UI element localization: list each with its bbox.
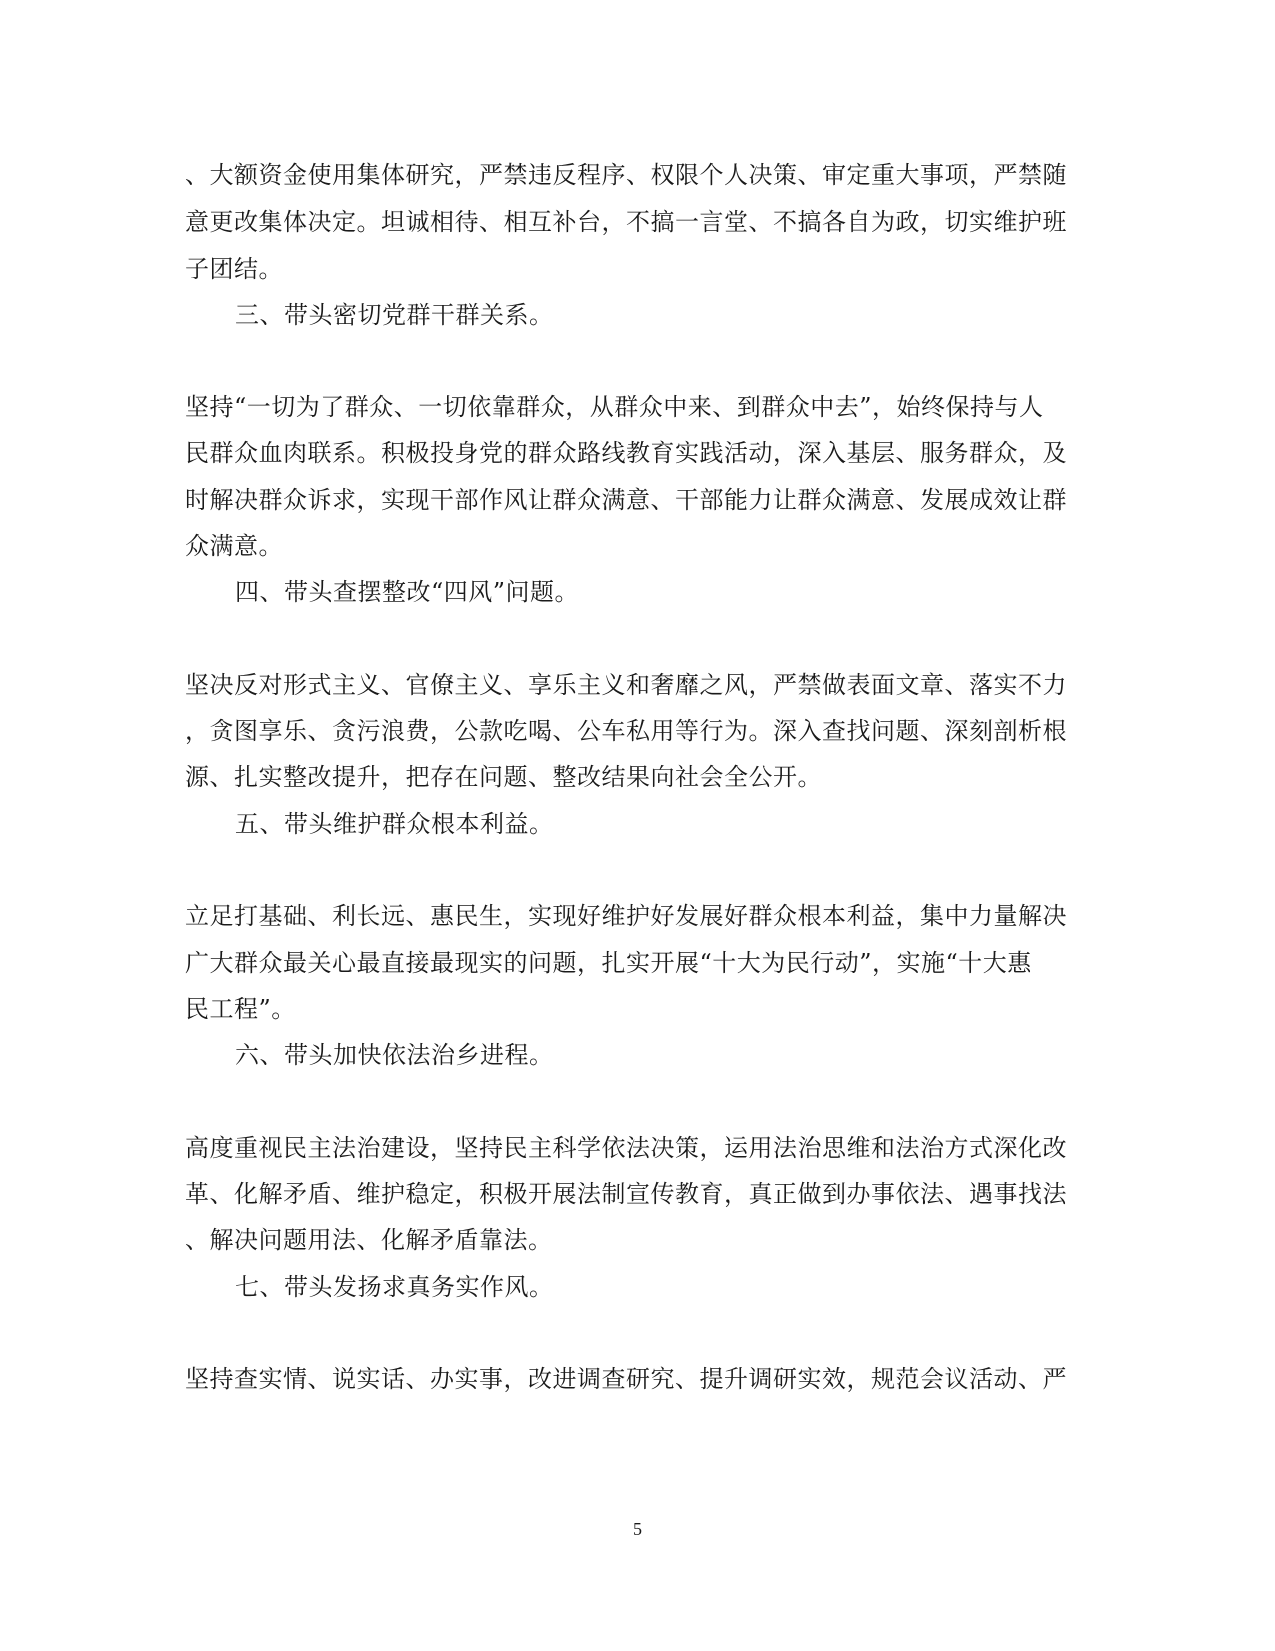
body-text-line: 坚持查实情、说实话、办实事，改进调查研究、提升调研实效，规范会议活动、严 <box>185 1365 1067 1393</box>
body-text-line: 广大群众最关心最直接最现实的问题，扎实开展“十大为民行动”，实施“十大惠 <box>185 949 1032 977</box>
section-heading: 六、带头加快依法治乡进程。 <box>235 1041 554 1069</box>
body-text-line: 、大额资金使用集体研究，严禁违反程序、权限个人决策、审定重大事项，严禁随 <box>185 161 1067 189</box>
body-text-line: 坚持“一切为了群众、一切依靠群众，从群众中来、到群众中去”，始终保持与人 <box>185 393 1044 421</box>
section-heading: 四、带头查摆整改“四风”问题。 <box>235 578 580 606</box>
section-heading: 三、带头密切党群干群关系。 <box>235 301 554 329</box>
section-heading: 五、带头维护群众根本利益。 <box>235 810 554 838</box>
body-text-line: 立足打基础、利长远、惠民生，实现好维护好发展好群众根本利益，集中力量解决 <box>185 902 1067 930</box>
body-text-line: 高度重视民主法治建设，坚持民主科学依法决策，运用法治思维和法治方式深化改 <box>185 1134 1067 1162</box>
body-text-line: 革、化解矛盾、维护稳定，积极开展法制宣传教育，真正做到办事依法、遇事找法 <box>185 1180 1067 1208</box>
body-text-line: 时解决群众诉求，实现干部作风让群众满意、干部能力让群众满意、发展成效让群 <box>185 486 1067 514</box>
body-text-line: 意更改集体决定。坦诚相待、相互补台，不搞一言堂、不搞各自为政，切实维护班 <box>185 208 1067 236</box>
body-text-line: 、解决问题用法、化解矛盾靠法。 <box>185 1226 553 1254</box>
body-text-line: 民工程”。 <box>185 995 296 1023</box>
body-text-line: 众满意。 <box>185 532 283 560</box>
section-heading: 七、带头发扬求真务实作风。 <box>235 1273 554 1301</box>
body-text-line: 源、扎实整改提升，把存在问题、整改结果向社会全公开。 <box>185 763 822 791</box>
body-text-line: 民群众血肉联系。积极投身党的群众路线教育实践活动，深入基层、服务群众，及 <box>185 439 1067 467</box>
body-text-line: 子团结。 <box>185 255 283 283</box>
page-number: 5 <box>633 1519 642 1539</box>
body-text-line: 坚决反对形式主义、官僚主义、享乐主义和奢靡之风，严禁做表面文章、落实不力 <box>185 671 1067 699</box>
body-text-line: ，贪图享乐、贪污浪费，公款吃喝、公车私用等行为。深入查找问题、深刻剖析根 <box>185 717 1067 745</box>
